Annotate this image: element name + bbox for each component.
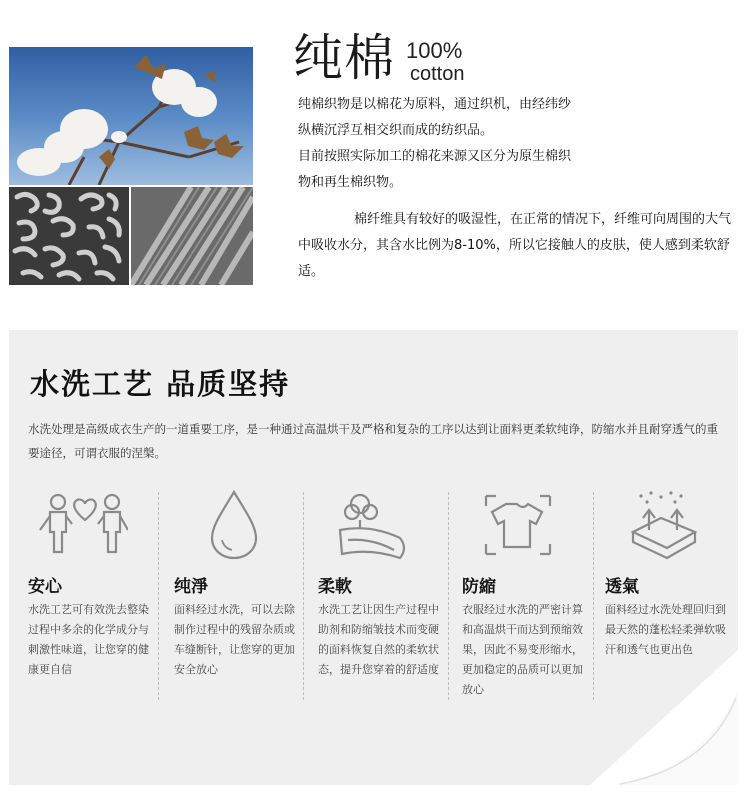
water-drop-icon — [174, 490, 274, 560]
intro-line: 纯棉织物是以棉花为原料，通过织机，由经纬纱 — [298, 97, 572, 112]
feature-title: 柔軟 — [318, 577, 352, 597]
feature-title: 透氣 — [605, 577, 639, 597]
intro-line: 纵横沉浮互相交织而成的纺织品。 — [298, 123, 494, 138]
fiber-closeup-image — [131, 187, 253, 285]
intro-line: 目前按照实际加工的棉花来源又区分为原生棉织 — [298, 149, 572, 164]
divider — [448, 492, 449, 700]
breathable-fabric-icon — [605, 490, 705, 560]
cotton-paragraph: 棉纤维具有较好的吸湿性，在正常的情况下，纤维可向周围的大气中吸收水分，其含水比例为8-10%，所以它接触人的皮肤，使人感到柔软舒适。 — [298, 212, 732, 279]
feature-text: 面料经过水洗处理回归到最天然的蓬松轻柔弹软吸汗和透气也更出色 — [605, 603, 726, 656]
wash-title: 水洗工艺 品质坚持 — [30, 367, 291, 401]
people-heart-icon — [28, 490, 128, 560]
fiber-microscope-image — [9, 187, 129, 285]
feature-title: 纯淨 — [174, 577, 208, 597]
divider — [303, 492, 304, 700]
cotton-fabric-icon — [318, 490, 418, 560]
page-curl — [590, 650, 747, 797]
cotton-title: 纯棉 — [293, 29, 395, 87]
cotton-plant-image — [9, 47, 253, 185]
cotton-percent: 100% — [406, 38, 463, 63]
feature-title: 防縮 — [462, 577, 496, 597]
divider — [158, 492, 159, 700]
divider — [593, 492, 594, 700]
cotton-subtitle: cotton — [410, 63, 465, 85]
feature-text: 水洗工艺可有效洗去整染过程中多余的化学成分与刺激性味道，让您穿的健康更自信 — [28, 603, 149, 676]
feature-text: 衣服经过水洗的严密计算和高温烘干而达到预缩效果，因此不易变形缩水，更加稳定的品质可以更加放心 — [462, 603, 583, 696]
feature-text: 水洗工艺让因生产过程中助剂和防缩皱技术而变硬的面料恢复自然的柔软状态，提升您穿着的舒适度 — [318, 603, 439, 676]
cotton-photo — [9, 47, 253, 285]
feature-text: 面料经过水洗，可以去除制作过程中的残留杂质或车缝断针，让您穿的更加安全放心 — [174, 603, 295, 676]
wash-description: 水洗处理是高级成衣生产的一道重要工序，是一种通过高温烘干及严格和复杂的工序以达到让面料更柔软纯诤，防缩水并且耐穿透气的重要途径，可谓衣服的涅槃。 — [28, 422, 718, 460]
cotton-intro — [298, 92, 628, 196]
tshirt-shrink-icon — [462, 490, 562, 560]
intro-line: 物和再生棉织物。 — [298, 175, 403, 190]
feature-title: 安心 — [28, 577, 62, 597]
